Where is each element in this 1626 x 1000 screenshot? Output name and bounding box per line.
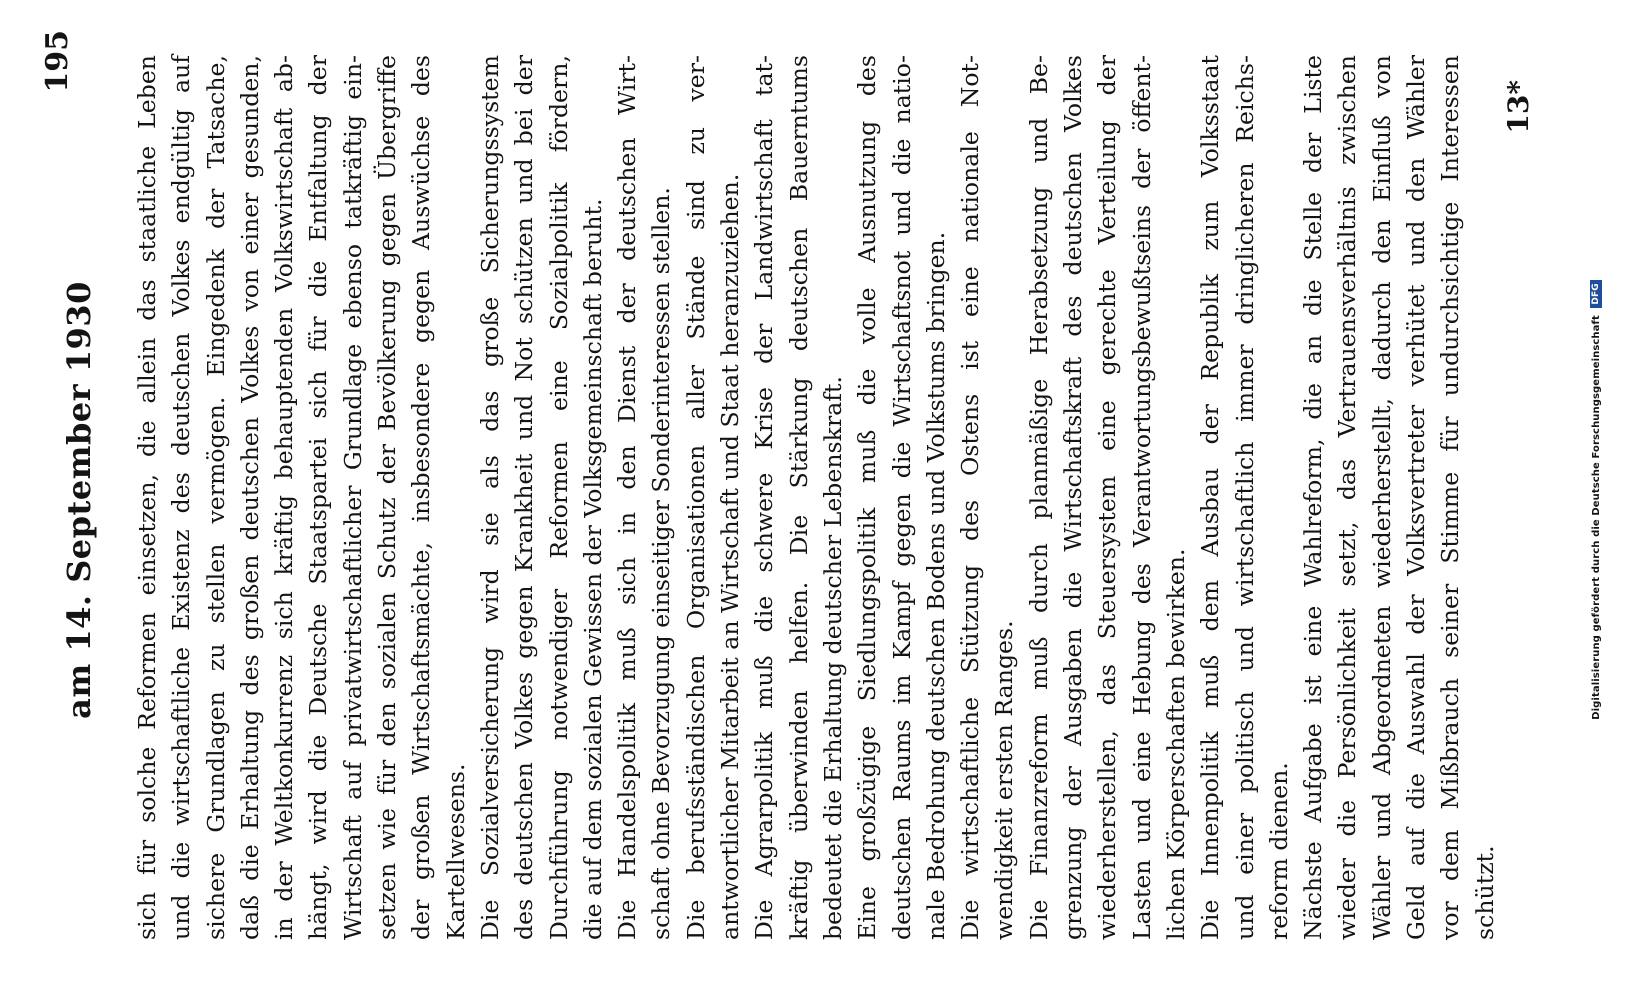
- text-line: Wirtschaft auf privatwirtschaftlicher Grundlage ebenso tatkräftig ein-: [338, 55, 367, 940]
- digitization-credit-text: Digitalisierung gefördert durch die Deutsche Forschungsgemeinschaft: [1591, 315, 1602, 720]
- text-line: Kartellwesens.: [441, 763, 470, 940]
- text-line: grenzung der Ausgaben die Wirtschaftskraft des deutschen Volkes: [1059, 55, 1088, 940]
- text-line: reform dienen.: [1264, 762, 1293, 940]
- text-line: nale Bedrohung deutschen Bodens und Volkstums bringen.: [921, 231, 950, 940]
- text-line: Nächste Aufgabe ist eine Wahlreform, die an die Stelle der Liste: [1299, 55, 1328, 940]
- text-line: kräftig überwinden helfen. Die Stärkung deutschen Bauerntums: [784, 55, 813, 940]
- text-line: Lasten und eine Hebung des Verantwortungsbewußtseins der öffent-: [1127, 55, 1156, 940]
- text-line: deutschen Raums im Kampf gegen die Wirtschaftsnot und die natio-: [887, 55, 916, 940]
- text-line: Die Innenpolitik muß dem Ausbau der Republik zum Volksstaat: [1196, 55, 1225, 940]
- text-line: vor dem Mißbrauch seiner Stimme für undurchsichtige Interessen: [1436, 55, 1465, 940]
- text-line: Durchführung notwendiger Reformen eine Sozialpolitik fördern,: [544, 55, 573, 940]
- page-number: 195: [40, 30, 75, 93]
- text-line: Wähler und Abgeordneten wiederherstellt, dadurch den Einfluß von: [1367, 55, 1396, 940]
- digitization-credit: [1590, 0, 1602, 1000]
- text-line: Die berufsständischen Organisationen aller Stände sind zu ver-: [681, 55, 710, 940]
- text-line: Eine großzügige Siedlungspolitik muß die volle Ausnutzung des: [853, 55, 882, 940]
- text-line: sich für solche Reformen einsetzen, die allein das staatliche Leben: [133, 55, 161, 940]
- text-line: daß die Erhaltung des großen deutschen Volkes von einer gesunden,: [235, 55, 264, 940]
- running-header: am 14. September 1930: [60, 281, 98, 719]
- text-line: wendigkeit ersten Ranges.: [990, 620, 1019, 940]
- text-line: schaft ohne Bevorzugung einseitiger Sonderinteressen stellen.: [647, 187, 676, 940]
- text-line: und einer politisch und wirtschaftlich immer dringlicheren Reichs-: [1230, 55, 1259, 940]
- text-line: Die Sozialversicherung wird sie als das große Sicherungssystem: [475, 55, 504, 940]
- text-line: schützt.: [1470, 845, 1499, 940]
- text-line: die auf dem sozialen Gewissen der Volksgemeinschaft beruht.: [578, 198, 607, 940]
- text-line: Die Handelspolitik muß sich in den Dienst der deutschen Wirt-: [613, 55, 642, 940]
- text-line: in der Weltkonkurrenz sich kräftig behauptenden Volkswirtschaft ab-: [270, 55, 299, 940]
- text-line: Die Agrarpolitik muß die schwere Krise der Landwirtschaft tat-: [750, 55, 779, 940]
- text-line: Geld auf die Auswahl der Volksvertreter verhütet und den Wähler: [1401, 55, 1430, 940]
- text-line: Die wirtschaftliche Stützung des Ostens ist eine nationale Not-: [956, 55, 985, 940]
- text-line: bedeutet die Erhaltung deutscher Lebenskraft.: [818, 375, 847, 940]
- text-line: wieder die Persönlichkeit setzt, das Vertrauensverhältnis zwischen: [1333, 55, 1362, 940]
- signature-mark: 13*: [1502, 80, 1535, 134]
- dfg-logo: DFG: [1590, 280, 1602, 307]
- text-line: wiederherstellen, das Steuersystem eine gerechte Verteilung der: [1093, 55, 1122, 940]
- body-text: [130, 55, 1502, 940]
- text-line: sichere Grundlagen zu stellen vermögen. Eingedenk der Tatsache,: [201, 55, 230, 940]
- text-line: hängt, wird die Deutsche Staatspartei sich für die Entfaltung der: [304, 55, 333, 940]
- text-line: des deutschen Volkes gegen Krankheit und Not schützen und bei der: [510, 55, 539, 940]
- text-line: lichen Körperschaften bewirken.: [1161, 548, 1190, 940]
- text-line: und die wirtschaftliche Existenz des deutschen Volkes endgültig auf: [167, 55, 196, 940]
- text-line: Die Finanzreform muß durch planmäßige Herabsetzung und Be-: [1024, 55, 1053, 940]
- text-line: setzen wie für den sozialen Schutz der Bevölkerung gegen Übergriffe: [373, 55, 402, 940]
- text-line: antwortlicher Mitarbeit an Wirtschaft und Staat heranzuziehen.: [716, 173, 745, 940]
- text-line: der großen Wirtschaftsmächte, insbesondere gegen Auswüchse des: [407, 55, 436, 940]
